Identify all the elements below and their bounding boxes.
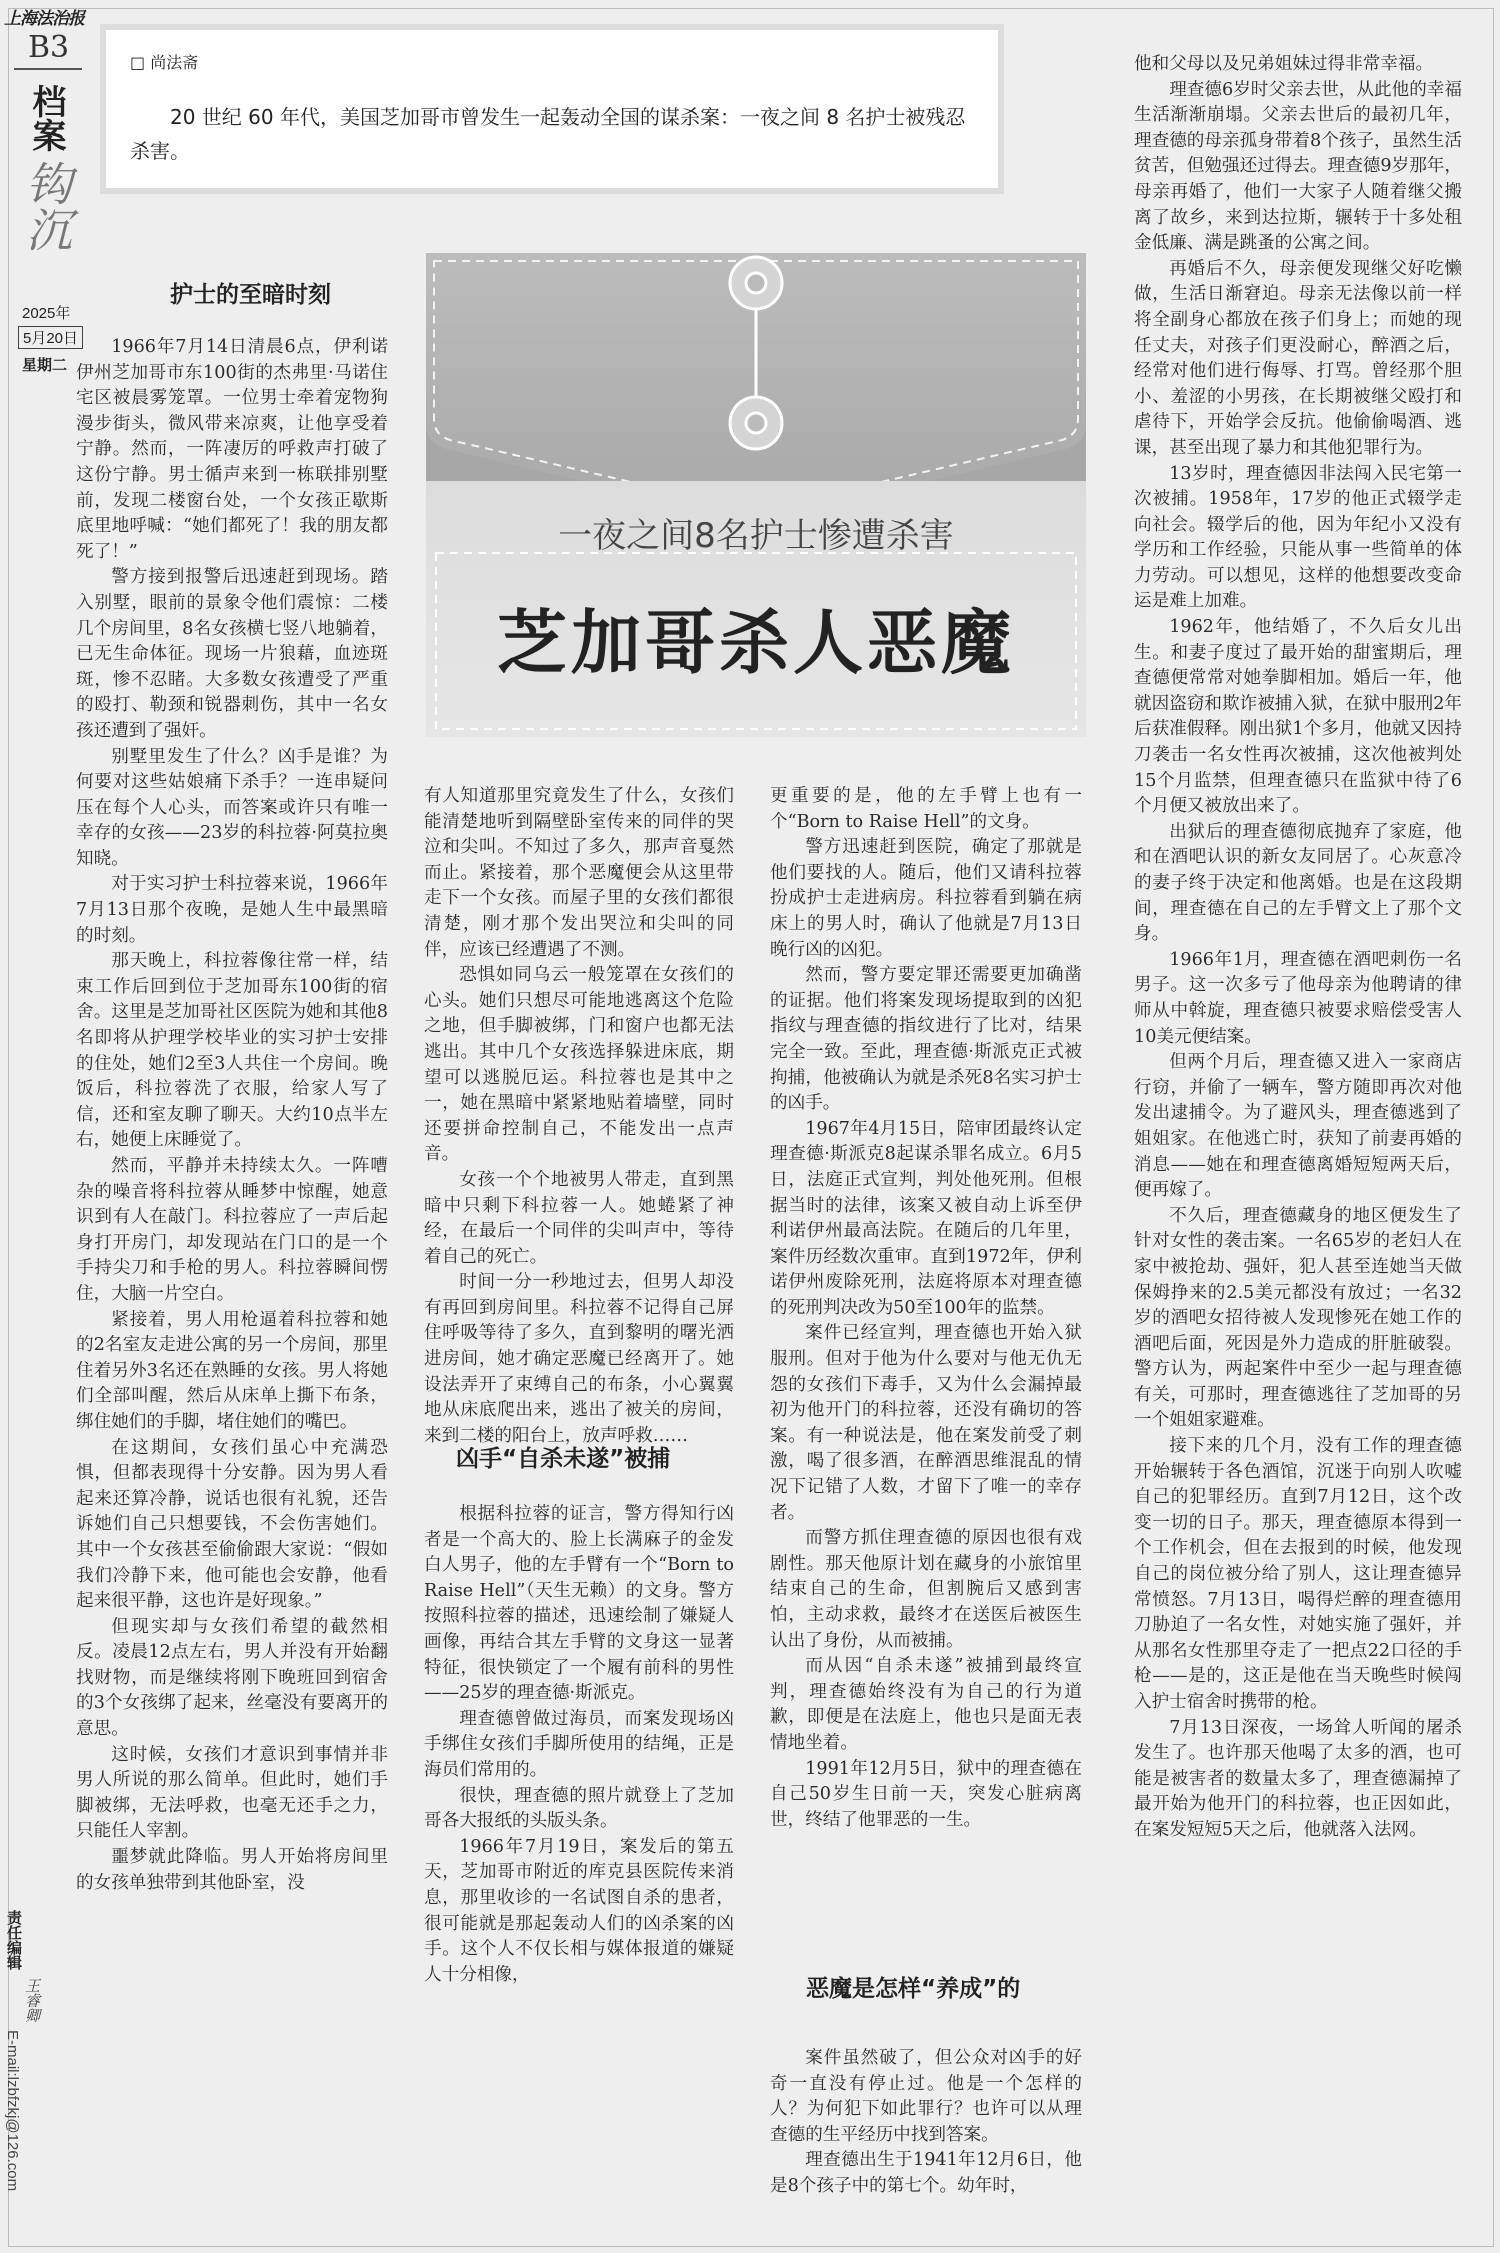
- paragraph: 案件虽然破了，但公众对凶手的好奇一直没有停止过。他是一个怎样的人？为何犯下如此罪行？也许可以从理查德的生平经历中找到答案。: [770, 2048, 1082, 2145]
- issue-weekday: 星期二: [22, 357, 68, 374]
- article-column-3-bottom: [770, 2046, 1082, 2226]
- page-number: B3: [28, 30, 70, 65]
- paragraph: 案件已经宣判，理查德也开始入狱服刑。但对于他为什么要对与他无仇无怨的女孩们下毒手，又为什么会漏掉最初为他开门的科拉蓉，还没有确切的答案。有一种说法是，他在案发前受了刺激，喝了很多酒，在醉酒思维混乱的情况下记错了人数，才留下了唯一的幸存者。: [770, 1323, 1082, 1523]
- paragraph: 噩梦就此降临。男人开始将房间里的女孩单独带到其他卧室，没: [76, 1847, 388, 1893]
- editor-label: 责任编辑: [5, 1910, 23, 1970]
- paragraph: 1967年4月15日，陪审团最终认定理查德·斯派克8起谋杀罪名成立。6月5日，法庭正式宣判，判处他死刑。但根据当时的法律，该案又被自动上诉至伊利诺伊州最高法院。在随后的几年里，案件历经数次重审。直到1972年，伊利诺伊州废除死刑，法庭将原本对理查德的死刑判决改为50至100年的监禁。: [770, 1118, 1082, 1318]
- issue-year: 2025年: [22, 305, 71, 322]
- paragraph: 有人知道那里究竟发生了什么，女孩们能清楚地听到隔壁卧室传来的同伴的哭泣和尖叫。不知过了多久，那声音戛然而止。紧接着，那个恶魔便会从这里带走下一个女孩。而屋子里的女孩们都很清楚，刚才那个发出哭泣和尖叫的同伴，应该已经遭遇了不测。: [424, 786, 734, 960]
- section-heading-2: 凶手“自杀未遂”被捕: [456, 1446, 671, 1472]
- article-column-4: [1134, 52, 1462, 2226]
- headline-kicker: 一夜之间8名护士惨遭杀害: [558, 516, 954, 556]
- paragraph: 根据科拉蓉的证言，警方得知行凶者是一个高大的、脸上长满麻子的金发白人男子，他的左手臂有一个“Born to Raise Hell”（天生无赖）的文身。警方按照科拉蓉的描述，迅速绘制了嫌疑人画像，再结合其左手臂的文身这一显著特征，很快锁定了一个履有前科的男性——25岁的理查德·斯派克。: [424, 1504, 734, 1704]
- editor-email: E-mail:lzbfzkj@126.com: [4, 2030, 21, 2192]
- section-name: 档案: [26, 84, 66, 152]
- paragraph: 警方接到报警后迅速赶到现场。踏入别墅，眼前的景象令他们震惊：二楼几个房间里，8名女孩横七竖八地躺着，已无生命体征。现场一片狼藉，血迹斑斑，惨不忍睹。大多数女孩遭受了严重的殴打、勒颈和锐器刺伤，其中一名女孩还遭到了强奸。: [76, 567, 388, 741]
- paragraph: 警方迅速赶到医院，确定了那就是他们要找的人。随后，他们又请科拉蓉扮成护士走进病房。科拉蓉看到躺在病床上的男人时，确认了他就是7月13日晚行凶的凶犯。: [770, 837, 1082, 960]
- article-column-2-bottom: [424, 1502, 734, 2226]
- paragraph: 理查德6岁时父亲去世，从此他的幸福生活渐渐崩塌。父亲去世后的最初几年，理查德的母亲孤身带着8个孩子，虽然生活贫苦，但勉强还过得去。理查德9岁那年，母亲再婚了，他们一大家子人随着继父搬离了故乡，来到达拉斯，辗转于十多处租金低廉、满是跳蚤的公寓之间。: [1134, 79, 1462, 254]
- column-name: 钩沉: [19, 160, 73, 252]
- abstract-text: 20 世纪 60 年代，美国芝加哥市曾发生一起轰动全国的谋杀案：一夜之间 8 名护士被残忍杀害。: [130, 105, 966, 163]
- paragraph: 那天晚上，科拉蓉像往常一样，结束工作后回到位于芝加哥东100街的宿舍。这里是芝加哥社区医院为她和其他8名即将从护理学校毕业的实习护士安排的住处，她们2至3人共住一个房间。晚饭后，科拉蓉洗了衣服，给家人写了信，还和室友聊了聊天。大约10点半左右，她便上床睡觉了。: [76, 951, 388, 1151]
- paragraph: 这时候，女孩们才意识到事情并非男人所说的那么简单。但此时，她们手脚被绑，无法呼救，也毫无还手之力，只能任人宰割。: [76, 1744, 388, 1842]
- paragraph: 1966年1月，理查德在酒吧刺伤一名男子。这一次多亏了他母亲为他聘请的律师从中斡旋，理查德只被要求赔偿受害人10美元便结案。: [1134, 949, 1462, 1047]
- paragraph: 女孩一个个地被男人带走，直到黑暗中只剩下科拉蓉一人。她蜷紧了神经，在最后一个同伴的尖叫声中，等待着自己的死亡。: [424, 1169, 734, 1267]
- paragraph: 紧接着，男人用枪逼着科拉蓉和她的2名室友走进公寓的另一个房间，那里住着另外3名还在熟睡的女孩。男人将她们全部叫醒，然后从床单上撕下布条，绑住她们的手脚，堵住她们的嘴巴。: [76, 1309, 388, 1432]
- issue-date: 5月20日: [18, 326, 83, 349]
- paragraph: 时间一分一秒地过去，但男人却没有再回到房间里。科拉蓉不记得自己屏住呼吸等待了多久，直到黎明的曙光洒进房间，她才确定恶魔已经离开了。她设法弄开了束缚自己的布条，小心翼翼地从床底爬出来，逃出了被关的房间，来到二楼的阳台上，放声呼救……: [424, 1272, 734, 1446]
- article-column-3-top: [770, 784, 1082, 1950]
- paragraph: 7月13日深夜，一场耸人听闻的屠杀发生了。也许那天他喝了太多的酒，也可能是被害者的数量太多了，理查德漏掉了最开始为他开门的科拉蓉，也正因如此，在案发短短5天之后，他就落入法网。: [1134, 1717, 1462, 1840]
- paragraph: 在这期间，女孩们虽心中充满恐惧，但都表现得十分安静。因为男人看起来还算冷静，说话也很有礼貌，还告诉她们自己只想要钱，不会伤害她们。其中一个女孩甚至偷偷跟大家说：“假如我们冷静下来，他可能也会安静，他看起来很平静，这也许是好现象。”: [76, 1437, 388, 1612]
- headline-title: 芝加哥杀人恶魔: [497, 601, 1015, 684]
- paragraph: 然而，平静并未持续太久。一阵嘈杂的噪音将科拉蓉从睡梦中惊醒，她意识到有人在敲门。科拉蓉应了一声后起身打开房门，却发现站在门口的是一个手持尖刀和手枪的男人。科拉蓉瞬间愣住，大脑一片空白。: [76, 1156, 388, 1304]
- paragraph: 对于实习护士科拉蓉来说，1966年7月13日那个夜晚，是她人生中最黑暗的时刻。: [76, 874, 388, 946]
- paragraph: 更重要的是，他的左手臂上也有一个“Born to Raise Hell”的文身。: [770, 786, 1082, 832]
- masthead-rule: [14, 68, 82, 70]
- paragraph: 很快，理查德的照片就登上了芝加哥各大报纸的头版头条。: [424, 1785, 734, 1832]
- paragraph: 接下来的几个月，没有工作的理查德开始辗转于各色酒馆，沉迷于向别人吹嘘自己的犯罪经历。直到7月12日，这个改变一切的日子。那天，理查德原本得到一个工作机会，但在去报到的时候，他发现自己的岗位被分给了别人，这让理查德异常愤怒。7月13日，喝得烂醉的理查德用刀胁迫了一名女性，对她实施了强奸，并从那名女性那里夺走了一把点22口径的手枪——是的，这正是他在当天晚些时候闯入护士宿舍时携带的枪。: [1134, 1436, 1462, 1712]
- paragraph: 他和父母以及兄弟姐妹过得非常幸福。: [1134, 54, 1434, 74]
- paragraph: 不久后，理查德藏身的地区便发生了针对女性的袭击案。一名65岁的老妇人在家中被抢劫、强奸，犯人甚至连她当天做保姆挣来的2.5美元都没有放过；一名32岁的酒吧女招待被人发现惨死在她工作的酒吧后面，死因是外力造成的肝脏破裂。警方认为，两起案件中至少一起与理查德有关，可那时，理查德逃往了芝加哥的另一个姐姐家避难。: [1134, 1205, 1462, 1431]
- paragraph: 1966年7月19日，案发后的第五天，芝加哥市附近的库克县医院传来消息，那里收诊的一名试图自杀的患者，很可能就是那起轰动人们的凶杀案的凶手。这个人不仅长相与媒体报道的嫌疑人十分相像，: [424, 1836, 734, 1985]
- newspaper-logo: 上海法治报: [4, 9, 84, 29]
- paragraph: 但现实却与女孩们希望的截然相反。凌晨12点左右，男人并没有开始翻找财物，而是继续将刚下晚班回到宿舍的3个女孩绑了起来，丝毫没有要离开的意思。: [76, 1616, 388, 1740]
- paragraph: 13岁时，理查德因非法闯入民宅第一次被捕。1958年，17岁的他正式辍学走向社会。辍学后的他，因为年纪小又没有学历和工作经验，只能从事一些简单的体力劳动。可以想见，这样的他想要改变命运是难上加难。: [1134, 463, 1462, 612]
- paragraph: 再婚后不久，母亲便发现继父好吃懒做，生活日渐窘迫。母亲无法像以前一样将全副身心都放在孩子们身上；而她的现任丈夫，对孩子们更没耐心，醉酒之后，经常对他们进行侮辱、打骂。曾经那个胆小、羞涩的小男孩，在长期被继父殴打和虐待下，开始学会反抗。他偷偷喝酒、逃课，甚至出现了暴力和其他犯罪行为。: [1134, 258, 1462, 458]
- section-heading-3: 恶魔是怎样“养成”的: [806, 1976, 1021, 2002]
- abstract-box: [100, 24, 1004, 194]
- editor-name: 王睿卿: [23, 1978, 41, 2023]
- paragraph: 然而，警方要定罪还需要更加确凿的证据。他们将案发现场提取到的凶犯指纹与理查德的指纹进行了比对，结果完全一致。至此，理查德·斯派克正式被拘捕，他被确认为就是杀死8名实习护士的凶手。: [770, 965, 1082, 1114]
- paragraph: 而从因“自杀未遂”被捕到最终宣判，理查德始终没有为自己的行为道歉，即便是在法庭上，他也只是面无表情地坐着。: [770, 1656, 1082, 1753]
- paragraph: 理查德曾做过海员，而案发现场凶手绑住女孩们手脚所使用的结绳，正是海员们常用的。: [424, 1708, 734, 1780]
- paragraph: 1962年，他结婚了，不久后女儿出生。和妻子度过了最开始的甜蜜期后，理查德便常常对她拳脚相加。婚后一年，他就因盗窃和欺诈被捕入狱，在狱中服刑2年后获准假释。刚出狱1个多月，他就又因持刀袭击一名女性再次被捕，这次他被判处15个月监禁，但理查德只在监狱中待了6个月便又被放出来了。: [1134, 617, 1462, 817]
- paragraph: 出狱后的理查德彻底抛弃了家庭，他和在酒吧认识的新女友同居了。心灰意冷的妻子终于决定和他离婚。也是在这段期间，理查德在自己的左手臂文上了那个文身。: [1134, 821, 1462, 945]
- paragraph: 但两个月后，理查德又进入一家商店行窃，并偷了一辆车，警方随即再次对他发出逮捕令。为了避风头，理查德逃到了姐姐家。在他逃亡时，获知了前妻再婚的消息——她在和理查德离婚短短两天后，便再嫁了。: [1134, 1052, 1462, 1201]
- paragraph: 1966年7月14日清晨6点，伊利诺伊州芝加哥市东100街的杰弗里·马诺住宅区被晨雾笼罩。一位男士牵着宠物狗漫步街头，微风带来凉爽，让他享受着宁静。然而，一阵凄厉的呼救声打破了这份宁静。男士循声来到一栋联排别墅前，发现二楼窗台处，一个女孩正歇斯底里地呼喊：“她们都死了！我的朋友都死了！”: [76, 337, 388, 562]
- abstract-author: □ 尚法斋: [130, 53, 199, 72]
- paragraph: 而警方抓住理查德的原因也很有戏剧性。那天他原计划在藏身的小旅馆里结束自己的生命，但割腕后又感到害怕，主动求救，最终才在送医后被医生认出了身份，从而被捕。: [770, 1528, 1082, 1651]
- paragraph: 1991年12月5日，狱中的理查德在自己50岁生日前一天，突发心脏病离世，终结了他罪恶的一生。: [770, 1758, 1082, 1830]
- article-column-2-top: [424, 784, 734, 1446]
- section-heading-1: 护士的至暗时刻: [170, 282, 331, 308]
- paragraph: 别墅里发生了什么？凶手是谁？为何要对这些姑娘痛下杀手？一连串疑问压在每个人心头，而答案或许只有唯一幸存的女孩——23岁的科拉蓉·阿莫拉奥知晓。: [76, 746, 388, 869]
- article-column-1: [76, 335, 388, 2225]
- paragraph: 理查德出生于1941年12月6日，他是8个孩子中的第七个。幼年时，: [770, 2150, 1082, 2196]
- headline-graphic: [426, 253, 1086, 737]
- paragraph: 恐惧如同乌云一般笼罩在女孩们的心头。她们只想尽可能地逃离这个危险之地，但手脚被绑，门和窗户也都无法逃出。其中几个女孩选择躲进床底，期望可以逃脱厄运。科拉蓉也是其中之一，她在黑暗中紧紧地贴着墙壁，同时还要拼命控制自己，不能发出一点声音。: [424, 965, 734, 1165]
